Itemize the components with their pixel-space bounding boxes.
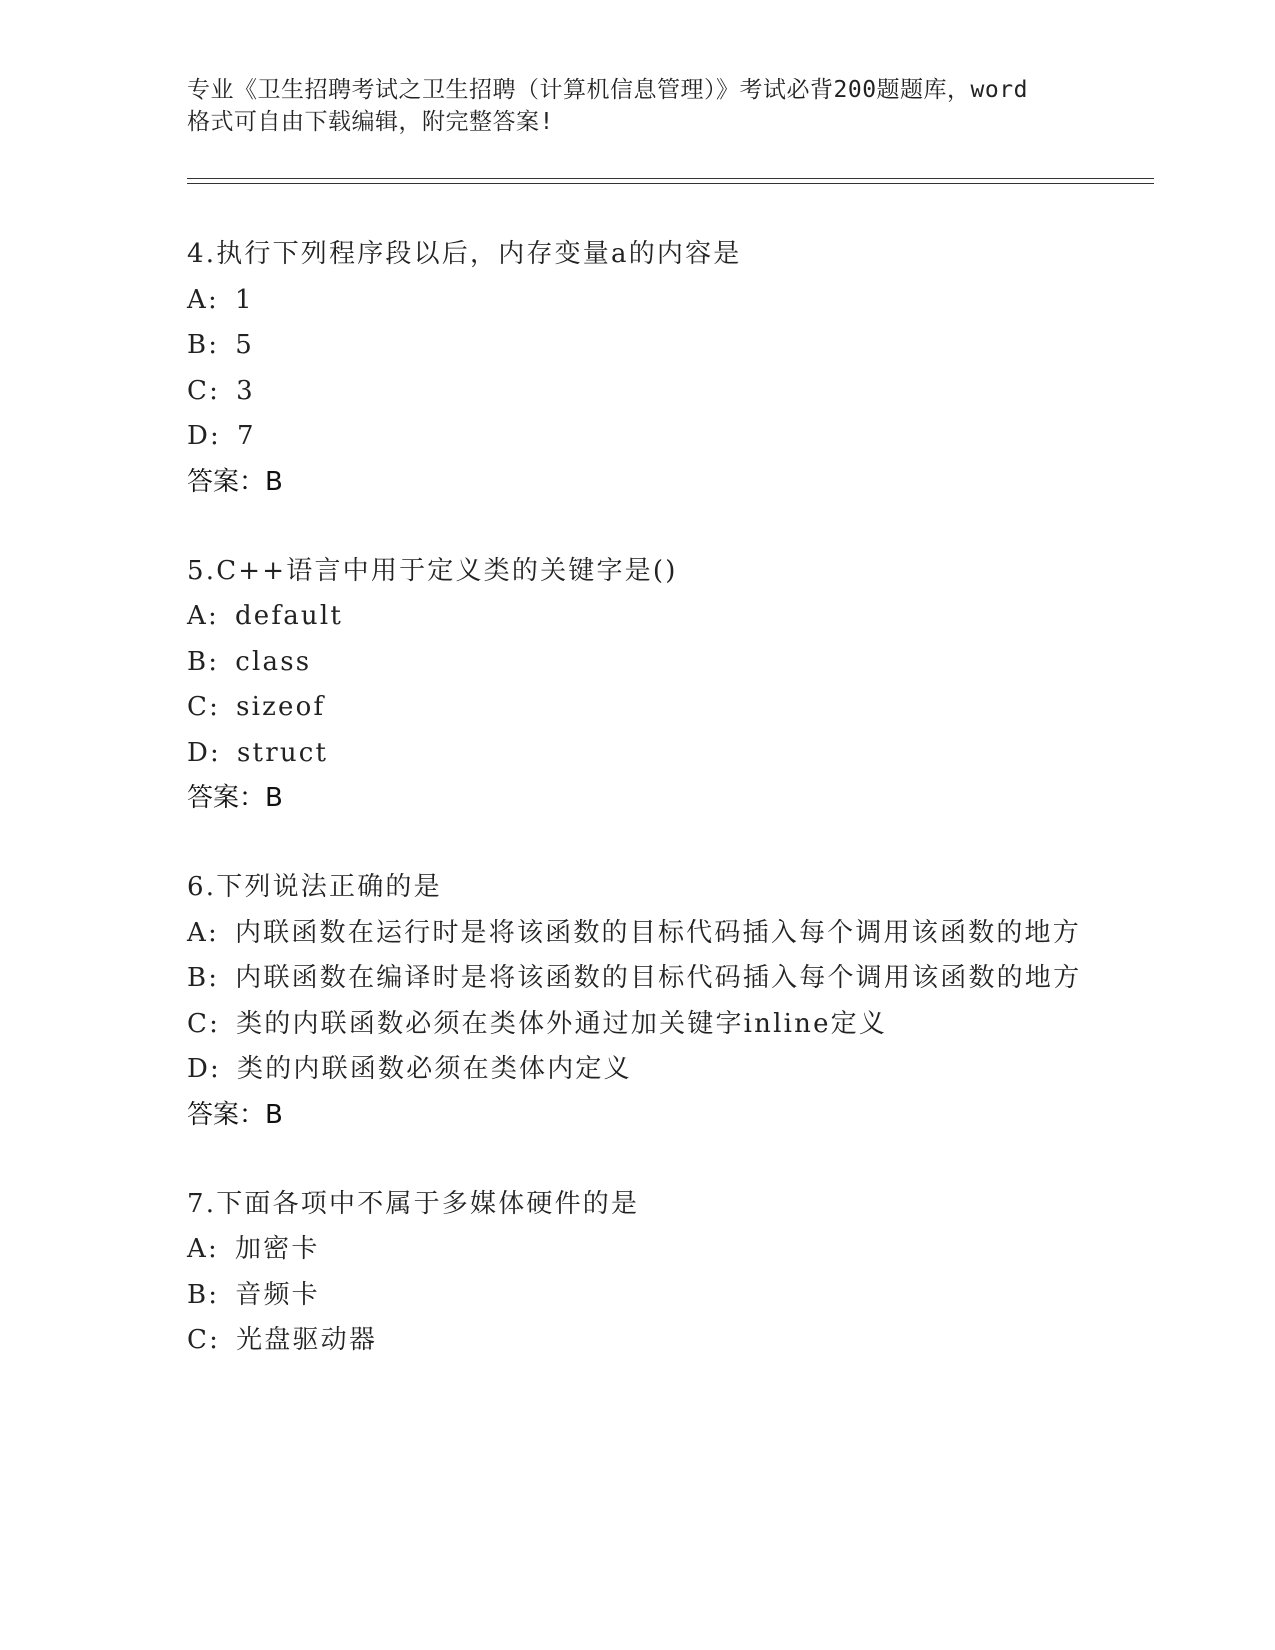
option-label: C: [187,1008,221,1039]
question-7 [187,1182,1087,1364]
header-line-1: 专业《卫生招聘考试之卫生招聘（计算机信息管理）》考试必背200题题库，word [187,77,1028,103]
option-text: sizeof [236,692,326,722]
option-label: A: [187,601,219,631]
option-text: 类的内联函数必须在类体内定义 [237,1054,632,1084]
option-text: 加密卡 [234,1234,320,1264]
option-d [187,1047,1087,1093]
question-stem: 5.C++语言中用于定义类的关键字是() [187,555,678,586]
question-stem: 6.下列说法正确的是 [187,872,442,902]
option-c [187,1002,1087,1048]
question-list [187,232,1087,1408]
question-4 [187,232,1087,505]
option-text: struct [237,737,329,768]
question-stem: 7.下面各项中不属于多媒体硬件的是 [187,1188,640,1219]
answer-line: 答案：B [187,466,283,497]
option-label: B: [187,330,220,360]
header-divider-top [187,178,1154,179]
header-line-2: 格式可自由下载编辑，附完整答案! [187,109,554,135]
option-text: 类的内联函数必须在类体外通过加关键字inline定义 [236,1008,888,1039]
option-b [187,640,1087,686]
option-c [187,369,1087,415]
option-d [187,414,1087,460]
option-label: B: [187,646,220,677]
option-label: A: [187,284,219,315]
option-text: 内联函数在编译时是将该函数的目标代码插入每个调用该函数的地方 [235,963,1082,993]
option-b [187,956,1087,1002]
answer-line: 答案：B [187,783,283,813]
option-c [187,1318,1087,1364]
option-a [187,911,1087,957]
option-text: class [235,646,312,677]
option-a [187,278,1087,324]
option-a [187,1227,1087,1273]
option-label: B: [187,963,220,993]
option-b [187,323,1087,369]
option-text: 7 [237,421,256,451]
option-c [187,685,1087,731]
answer-line: 答案：B [187,1099,283,1130]
question-6 [187,865,1087,1138]
question-5 [187,549,1087,822]
option-label: C: [187,1325,221,1355]
option-text: 光盘驱动器 [236,1325,378,1355]
option-text: 音频卡 [235,1279,320,1310]
option-text: 内联函数在运行时是将该函数的目标代码插入每个调用该函数的地方 [234,917,1081,948]
option-d [187,731,1087,777]
option-label: D: [187,1054,222,1084]
option-text: 3 [236,375,255,406]
option-text: 1 [234,284,254,315]
option-label: C: [187,692,221,722]
option-text: 5 [235,330,255,360]
option-label: B: [187,1279,220,1310]
document-header [187,74,1087,138]
option-label: A: [187,1234,219,1264]
option-label: D: [187,421,222,451]
option-text: default [234,601,344,631]
option-label: C: [187,375,221,406]
option-label: A: [187,917,219,948]
option-a [187,594,1087,640]
header-divider-bottom [187,183,1154,184]
option-b [187,1273,1087,1319]
question-stem: 4.执行下列程序段以后，内存变量a的内容是 [187,239,742,269]
option-label: D: [187,737,222,768]
